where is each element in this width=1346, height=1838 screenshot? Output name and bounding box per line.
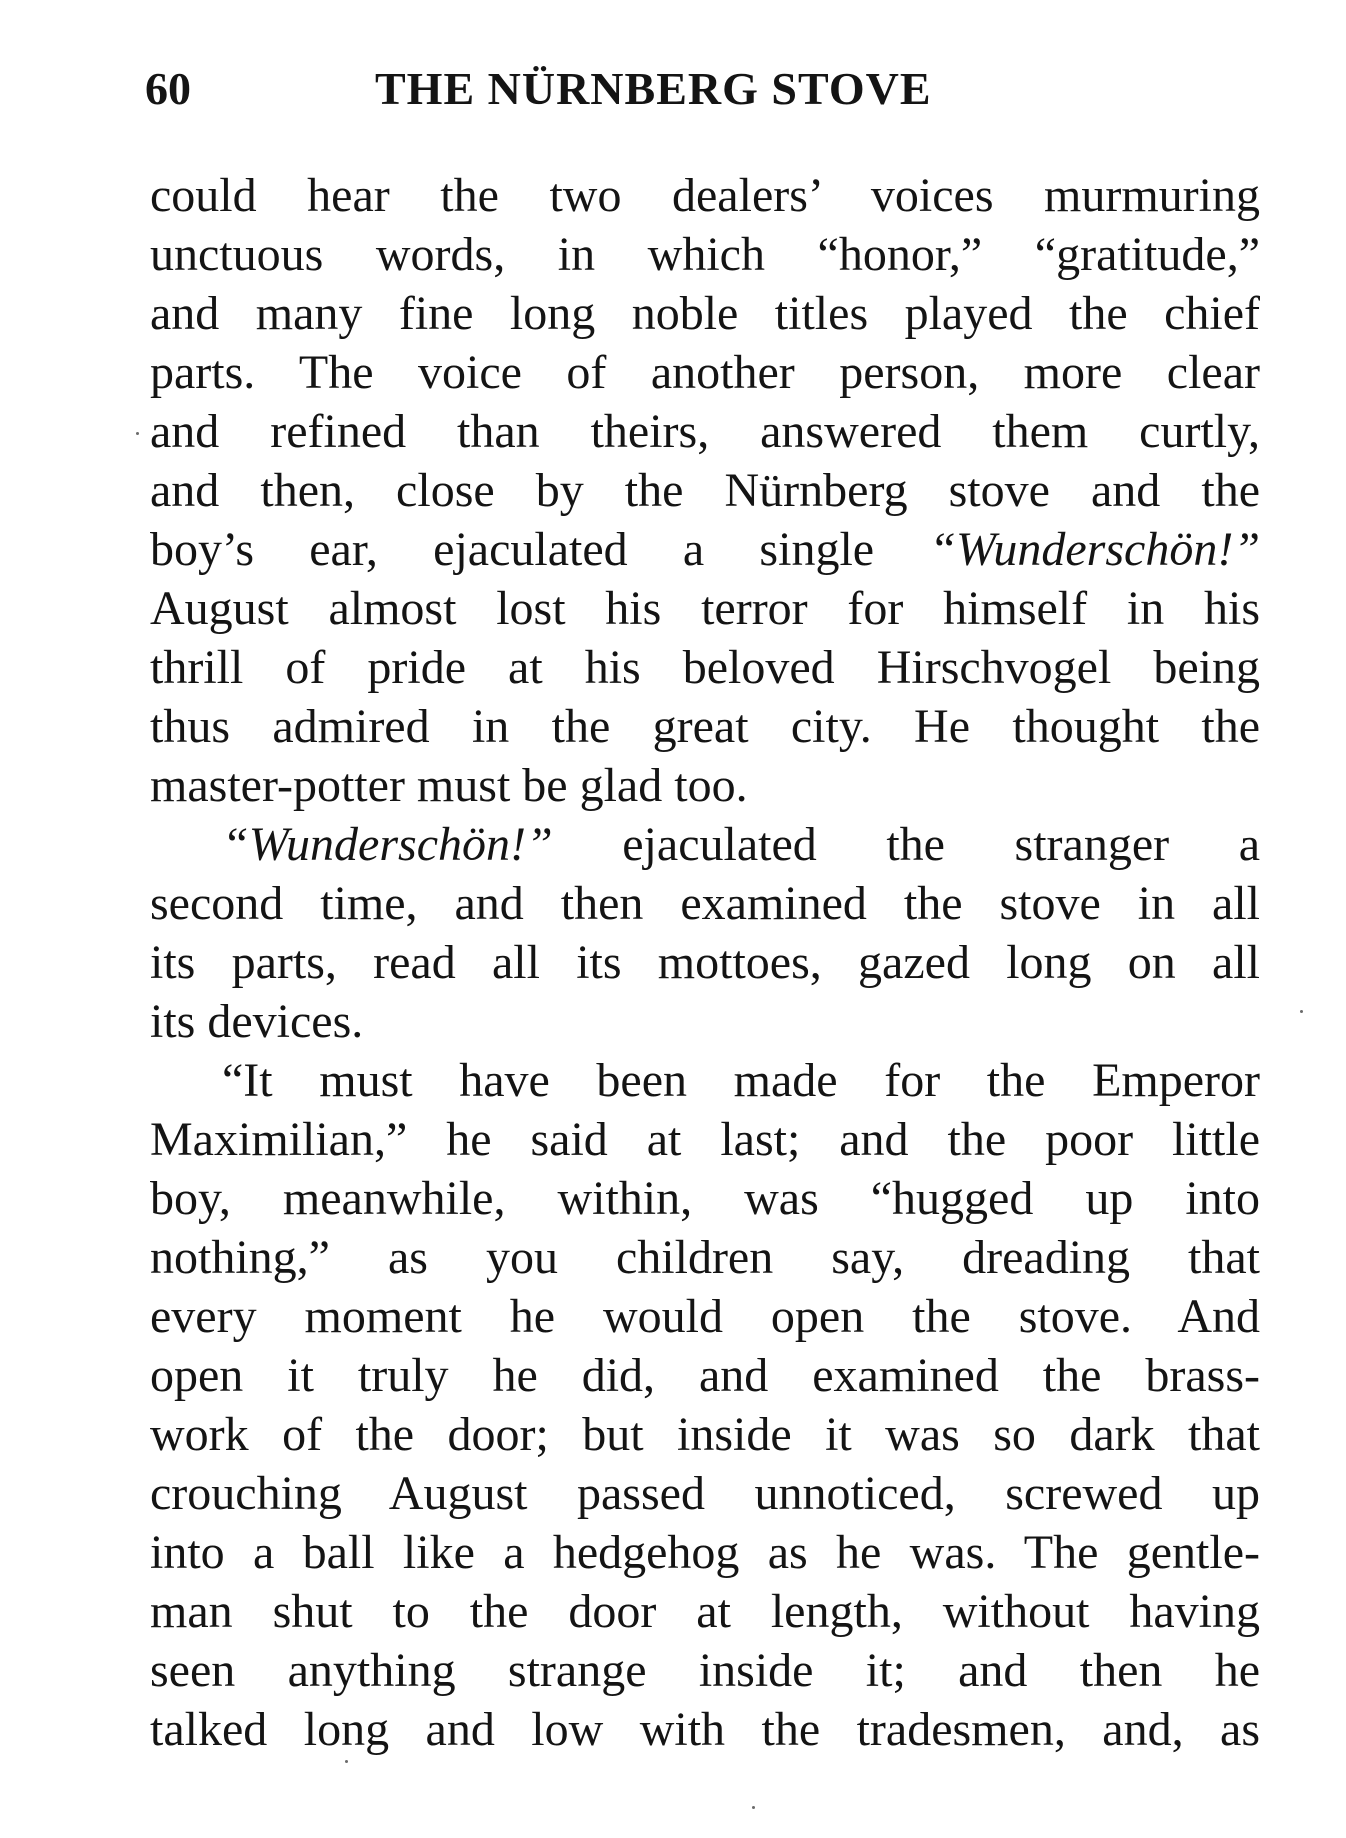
body-text <box>150 166 1260 1759</box>
text-line: and refined than theirs, answered them curtly, <box>150 405 1260 458</box>
text-line: unctuous words, in which “honor,” “gratitude,” <box>150 228 1260 281</box>
text-line: master-potter must be glad too. <box>150 759 748 812</box>
text-line <box>150 520 1260 579</box>
running-head <box>145 54 1260 124</box>
text-line: parts. The voice of another person, more clear <box>150 346 1260 399</box>
text-line: talked long and low with the tradesmen, and, as <box>150 1703 1260 1756</box>
text-line: work of the door; but inside it was so dark that <box>150 1408 1260 1461</box>
italic-exclamation: “Wunderschön!” <box>929 523 1260 576</box>
text-line: every moment he would open the stove. And <box>150 1290 1260 1343</box>
text-line: and many fine long noble titles played the chief <box>150 287 1260 340</box>
book-title: THE NÜRNBERG STOVE <box>375 63 932 114</box>
italic-exclamation: “Wunderschön!” <box>222 818 553 871</box>
paper-speck <box>136 432 139 435</box>
text-line: into a ball like a hedgehog as he was. The gentle- <box>150 1526 1260 1579</box>
text-line: its devices. <box>150 995 364 1048</box>
text-line: crouching August passed unnoticed, screwed up <box>150 1467 1260 1520</box>
text-line: boy, meanwhile, within, was “hugged up into <box>150 1172 1260 1225</box>
text-line: open it truly he did, and examined the brass- <box>150 1349 1260 1402</box>
text-line: second time, and then examined the stove in all <box>150 877 1260 930</box>
text-line: could hear the two dealers’ voices murmuring <box>150 169 1260 222</box>
paper-speck <box>1300 1010 1303 1013</box>
text-line: man shut to the door at length, without having <box>150 1585 1260 1638</box>
text-segment: boy’s ear, ejaculated a single <box>150 523 875 576</box>
paper-speck <box>752 1806 755 1809</box>
text-line: seen anything strange inside it; and then he <box>150 1644 1260 1697</box>
paper-speck <box>345 1760 348 1763</box>
text-line: nothing,” as you children say, dreading that <box>150 1231 1260 1284</box>
text-line: “It must have been made for the Emperor <box>222 1054 1260 1107</box>
text-line: Maximilian,” he said at last; and the poor little <box>150 1113 1260 1166</box>
text-line <box>150 815 1260 874</box>
text-segment: ejaculated the stranger a <box>622 818 1260 871</box>
text-line: and then, close by the Nürnberg stove and the <box>150 464 1260 517</box>
text-line: thus admired in the great city. He thought the <box>150 700 1260 753</box>
text-line: August almost lost his terror for himself in his <box>150 582 1260 635</box>
page-number: 60 <box>145 63 191 114</box>
text-line: its parts, read all its mottoes, gazed long on all <box>150 936 1260 989</box>
text-line: thrill of pride at his beloved Hirschvogel being <box>150 641 1260 694</box>
